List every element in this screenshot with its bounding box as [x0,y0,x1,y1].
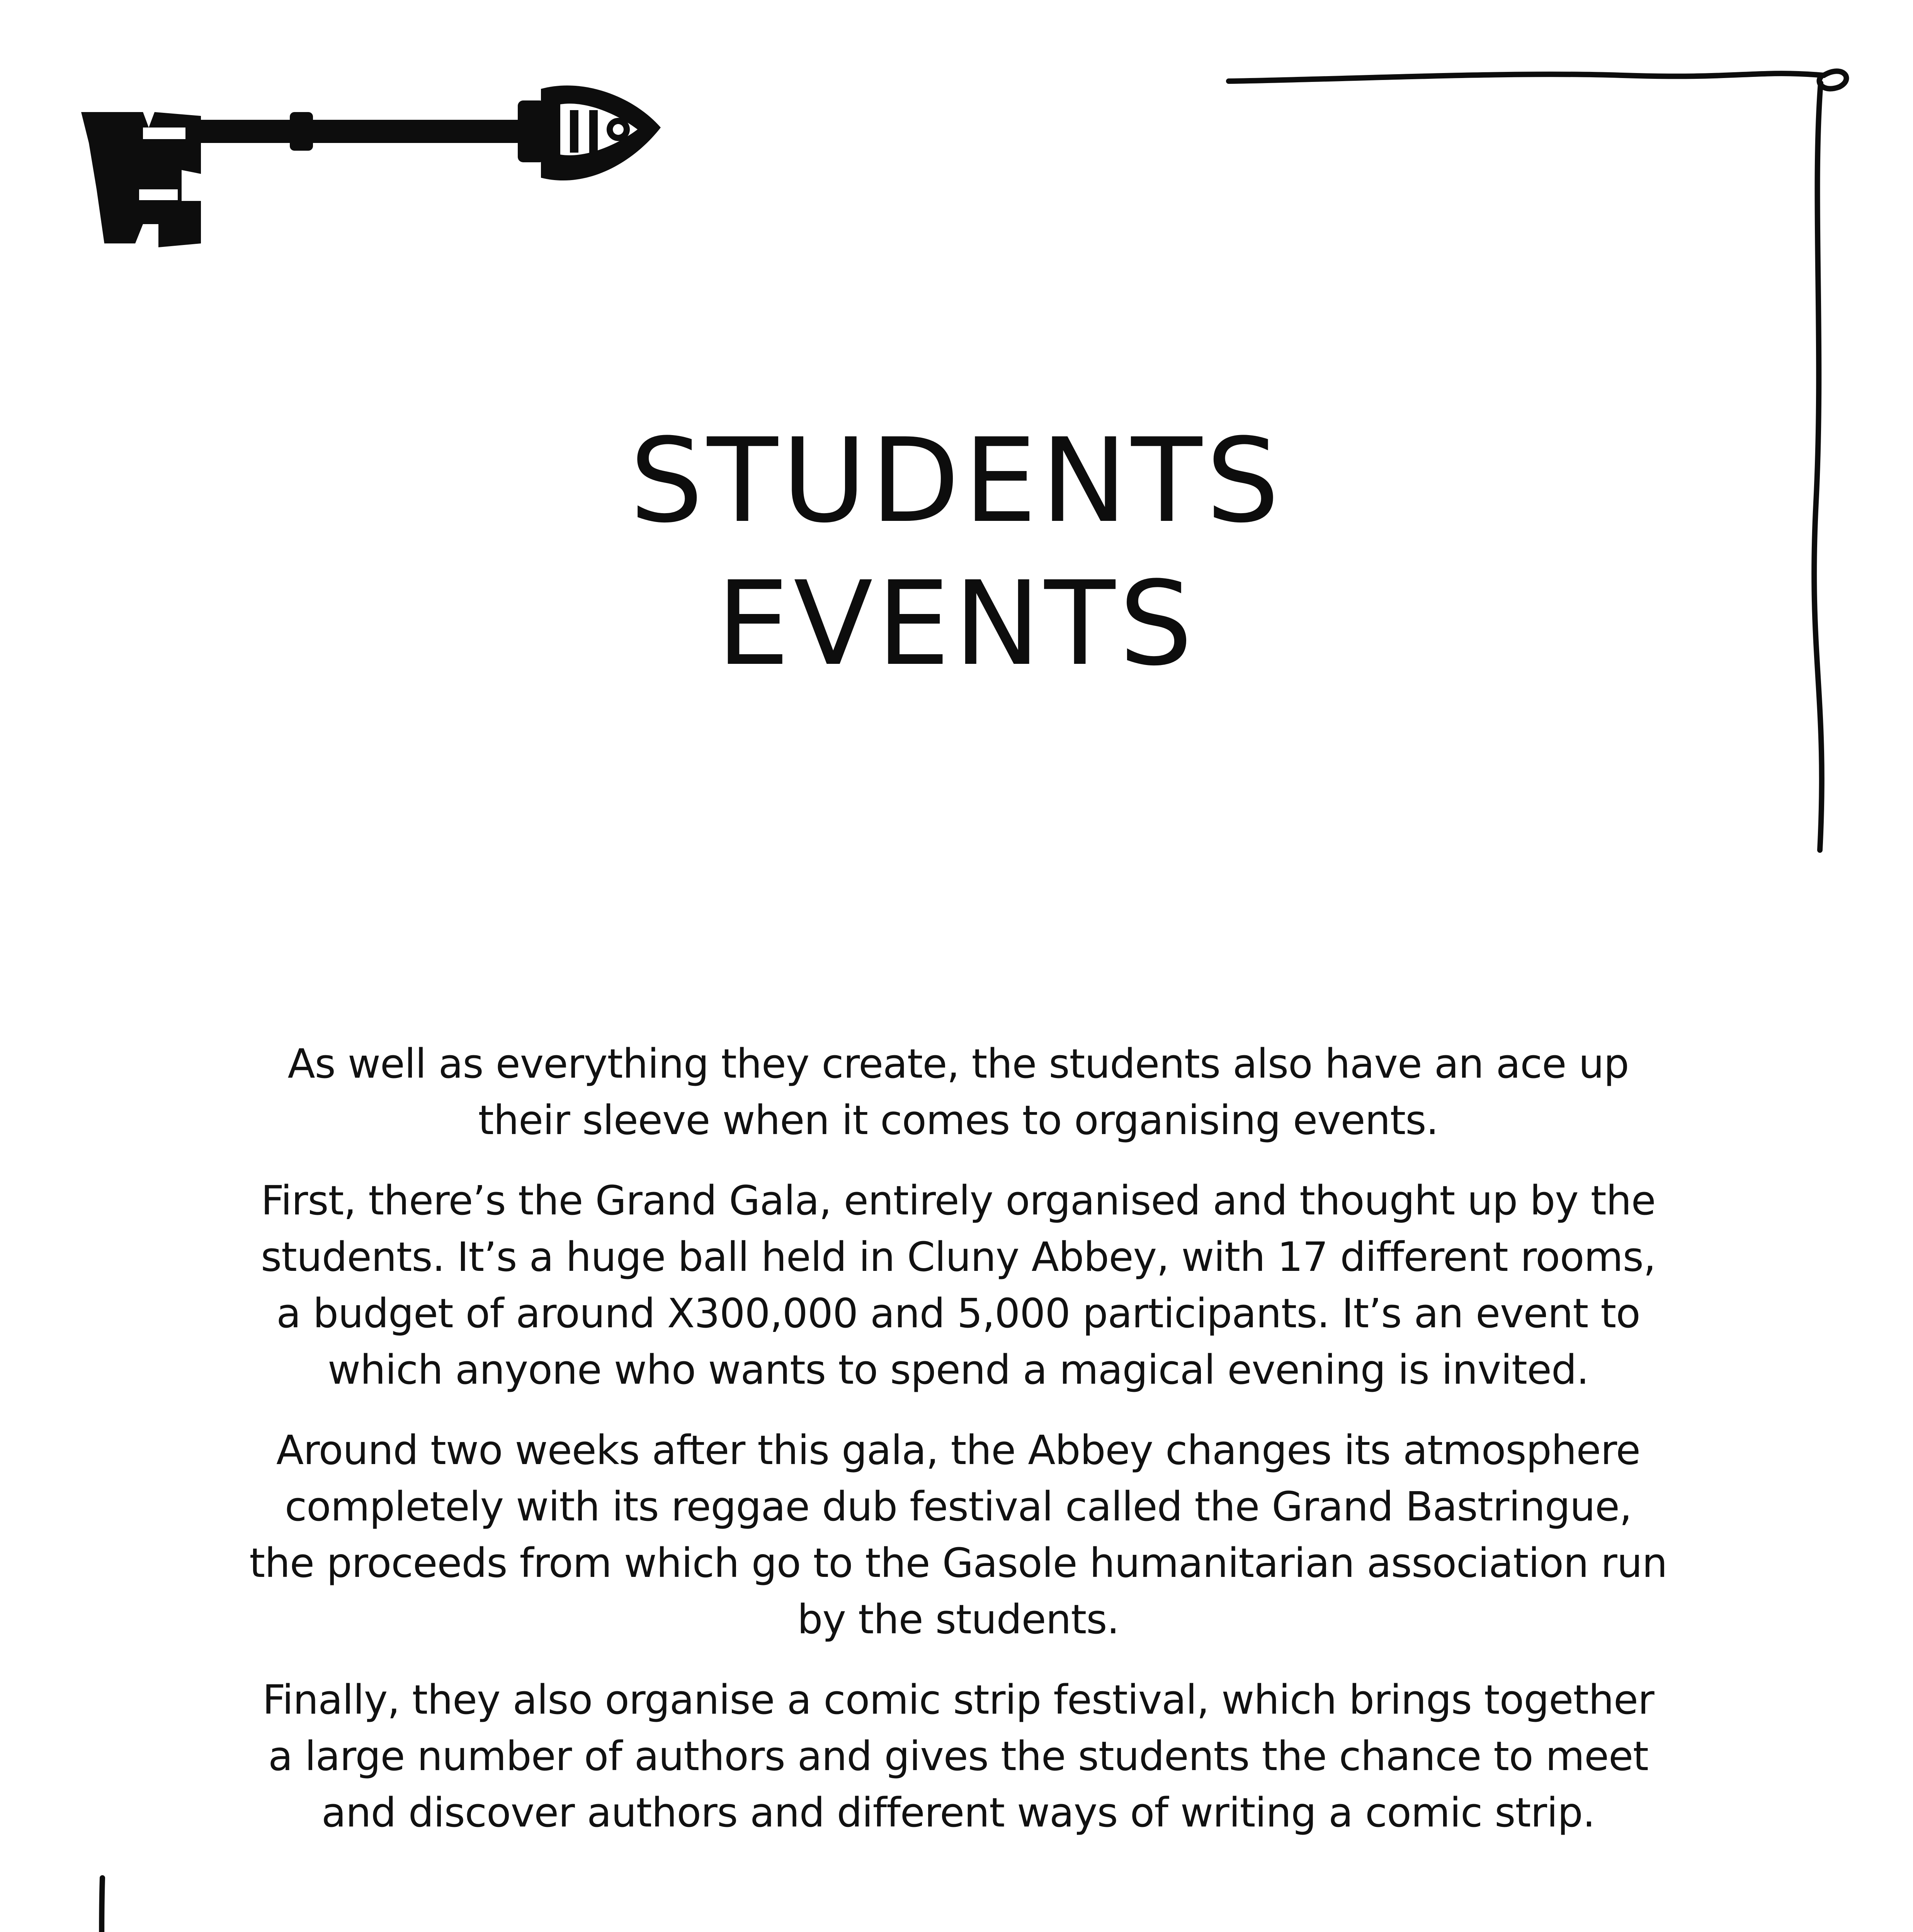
body-text [247,1036,1669,1865]
border-left-line [97,1878,107,1932]
page-title [0,410,1913,696]
paragraph-comic-festival: Finally, they also organise a comic strip festival, which brings together a large number of authors and gives the students the chance to meet and discover authors and different ways of writing a comic strip. [262,1676,1654,1836]
paragraph-grand-bastringue: Around two weeks after this gala, the Abbey changes its atmosphere completely with its reggae dub festival called the Grand Bastringue, the proceeds from which go to the Gasole humanitarian association run by the students. [249,1427,1667,1643]
gothic-key-icon [73,73,665,251]
title-line-2: EVENTS [716,556,1197,691]
paragraph-grand-gala: First, there’s the Grand Gala, entirely organised and thought up by the students. It’s a huge ball held in Cluny Abbey, with 17 different rooms, a budget of around X300,000 and 5,000 participants. It’s an event to which anyone who wants to spend a magical evening is invited. [260,1177,1656,1393]
border-top-line [1229,73,1824,81]
title-line-1: STUDENTS [629,413,1284,548]
paragraph-intro: As well as everything they create, the students also have an ace up their sleeve when it comes to organising events. [287,1040,1629,1144]
border-corner-curl [1819,71,1847,88]
